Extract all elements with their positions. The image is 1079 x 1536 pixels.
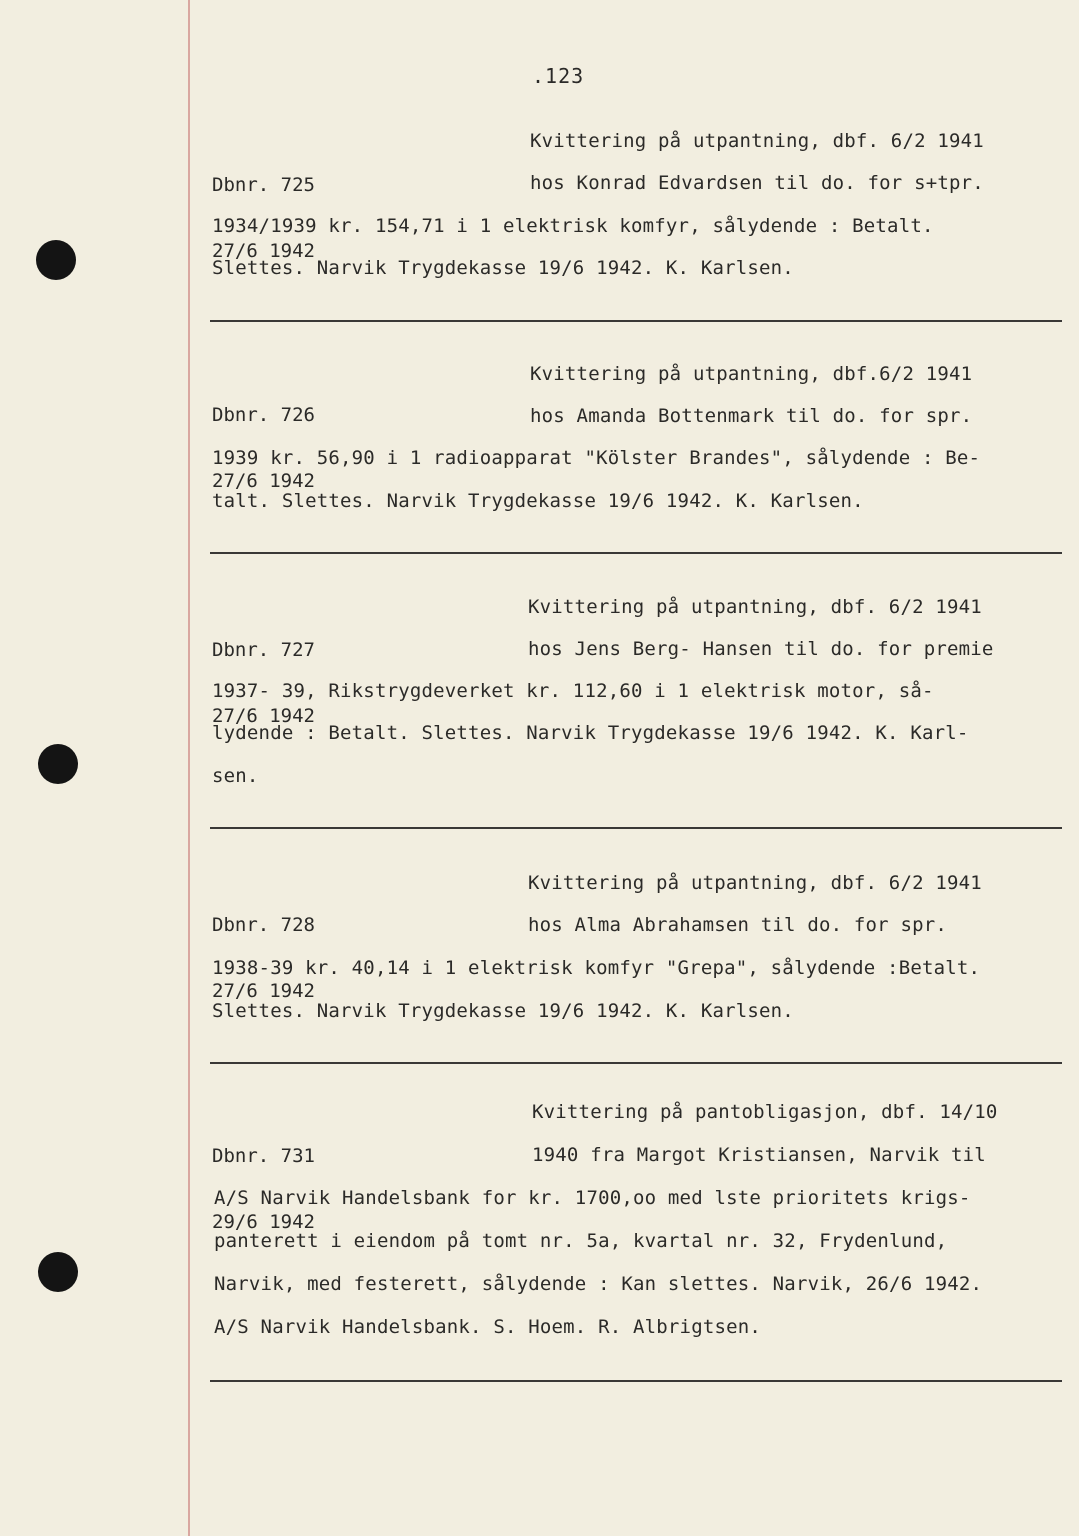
entry-line: Kvittering på utpantning, dbf. 6/2 1941 [530,130,984,152]
entry-line: sen. [212,765,259,787]
entry-date: 29/6 1942 [212,1211,315,1233]
entry-line: Kvittering på pantobligasjon, dbf. 14/10 [532,1101,998,1123]
entry-line: Slettes. Narvik Trygdekasse 19/6 1942. K. Karlsen. [212,1000,794,1022]
entry-line: panterett i eiendom på tomt nr. 5a, kvartal nr. 32, Frydenlund, [214,1230,948,1252]
entry-line: talt. Slettes. Narvik Trygdekasse 19/6 1942. K. Karlsen. [212,490,864,512]
punch-hole-middle [38,744,78,784]
entry-line: 1939 kr. 56,90 i 1 radioapparat "Kölster Brandes", sålydende : Be- [212,447,981,469]
entry-line: Kvittering på utpantning, dbf.6/2 1941 [530,363,973,385]
entry-line: lydende : Betalt. Slettes. Narvik Trygdekasse 19/6 1942. K. Karl- [212,722,969,744]
entry-line: A/S Narvik Handelsbank for kr. 1700,oo med lste prioritets krigs- [214,1187,971,1209]
entry-line: A/S Narvik Handelsbank. S. Hoem. R. Albrigtsen. [214,1316,762,1338]
entry-date: 27/6 1942 [212,980,315,1002]
entry-date: 27/6 1942 [212,240,315,262]
entry-line: 1937- 39, Rikstrygdeverket kr. 112,60 i 1 elektrisk motor, så- [212,680,934,702]
entry-line: Kvittering på utpantning, dbf. 6/2 1941 [528,872,982,894]
entry-divider [210,320,1062,322]
margin-line [188,0,190,1536]
entry-line: Kvittering på utpantning, dbf. 6/2 1941 [528,596,982,618]
entry-dbnr: Dbnr. 728 [212,914,315,936]
entry-divider [210,827,1062,829]
page-number: .123 [532,64,585,88]
punch-hole-top [36,240,76,280]
entry-line: Slettes. Narvik Trygdekasse 19/6 1942. K. Karlsen. [212,257,794,279]
entry-date: 27/6 1942 [212,470,315,492]
entry-dbnr: Dbnr. 726 [212,404,315,426]
entry-line: Narvik, med festerett, sålydende : Kan slettes. Narvik, 26/6 1942. [214,1273,983,1295]
entry-dbnr: Dbnr. 727 [212,639,315,661]
entry-line: hos Amanda Bottenmark til do. for spr. [530,405,973,427]
entry-date: 27/6 1942 [212,705,315,727]
entry-divider [210,552,1062,554]
entry-line: 1938-39 kr. 40,14 i 1 elektrisk komfyr "Grepa", sålydende :Betalt. [212,957,981,979]
punch-hole-bottom [38,1252,78,1292]
entry-divider [210,1380,1062,1382]
entry-line: 1940 fra Margot Kristiansen, Narvik til [532,1144,986,1166]
entry-line: hos Jens Berg- Hansen til do. for premie [528,638,994,660]
entry-line: hos Alma Abrahamsen til do. for spr. [528,914,948,936]
entry-divider [210,1062,1062,1064]
entry-line: 1934/1939 kr. 154,71 i 1 elektrisk komfyr, sålydende : Betalt. [212,215,934,237]
entry-line: hos Konrad Edvardsen til do. for s+tpr. [530,172,984,194]
entry-dbnr: Dbnr. 731 [212,1145,315,1167]
entry-dbnr: Dbnr. 725 [212,174,315,196]
